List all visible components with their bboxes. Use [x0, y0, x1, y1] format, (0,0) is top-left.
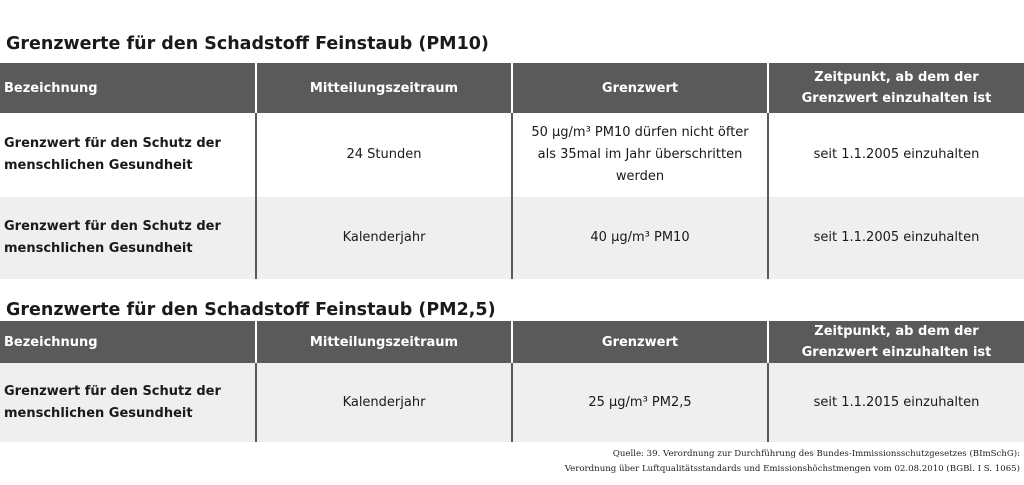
cell-grenzwert: 25 µg/m³ PM2,5 — [512, 363, 768, 442]
cell-mitteilungszeitraum: Kalenderjahr — [256, 197, 512, 279]
cell-bezeichnung: Grenzwert für den Schutz der menschlichen Gesundheit — [0, 363, 256, 442]
section-title-pm25: Grenzwerte für den Schadstoff Feinstaub (PM2,5) — [6, 300, 496, 320]
cell-zeitpunkt: seit 1.1.2005 einzuhalten — [768, 197, 1024, 279]
table-row — [0, 197, 1024, 279]
source-note — [565, 447, 1020, 477]
header-bezeichnung: Bezeichnung — [0, 63, 256, 113]
header-zeitpunkt: Zeitpunkt, ab dem der Grenzwert einzuhalten ist — [768, 321, 1024, 363]
table-header-row — [0, 321, 1024, 363]
limits-table-pm10 — [0, 63, 1024, 279]
header-mitteilungszeitraum: Mitteilungszeitraum — [256, 321, 512, 363]
cell-bezeichnung: Grenzwert für den Schutz der menschlichen Gesundheit — [0, 113, 256, 197]
cell-zeitpunkt: seit 1.1.2005 einzuhalten — [768, 113, 1024, 197]
source-line-2: Verordnung über Luftqualitätsstandards und Emissionshöchstmengen vom 02.08.2010 (BGBl. I S. 1065) — [564, 464, 1020, 474]
cell-bezeichnung: Grenzwert für den Schutz der menschlichen Gesundheit — [0, 197, 256, 279]
cell-grenzwert: 40 µg/m³ PM10 — [512, 197, 768, 279]
cell-zeitpunkt: seit 1.1.2015 einzuhalten — [768, 363, 1024, 442]
cell-grenzwert: 50 µg/m³ PM10 dürfen nicht öfter als 35mal im Jahr überschritten werden — [512, 113, 768, 197]
header-zeitpunkt: Zeitpunkt, ab dem der Grenzwert einzuhalten ist — [768, 63, 1024, 113]
header-grenzwert: Grenzwert — [512, 63, 768, 113]
table-row — [0, 113, 1024, 197]
cell-mitteilungszeitraum: Kalenderjahr — [256, 363, 512, 442]
source-line-1: Quelle: 39. Verordnung zur Durchführung des Bundes-Immissionsschutzgesetzes (BImSchG): — [612, 449, 1020, 459]
header-bezeichnung: Bezeichnung — [0, 321, 256, 363]
table-header-row — [0, 63, 1024, 113]
limits-table-pm25 — [0, 321, 1024, 442]
header-mitteilungszeitraum: Mitteilungszeitraum — [256, 63, 512, 113]
section-title-pm10: Grenzwerte für den Schadstoff Feinstaub (PM10) — [6, 34, 489, 54]
header-grenzwert: Grenzwert — [512, 321, 768, 363]
table-row — [0, 363, 1024, 442]
cell-mitteilungszeitraum: 24 Stunden — [256, 113, 512, 197]
